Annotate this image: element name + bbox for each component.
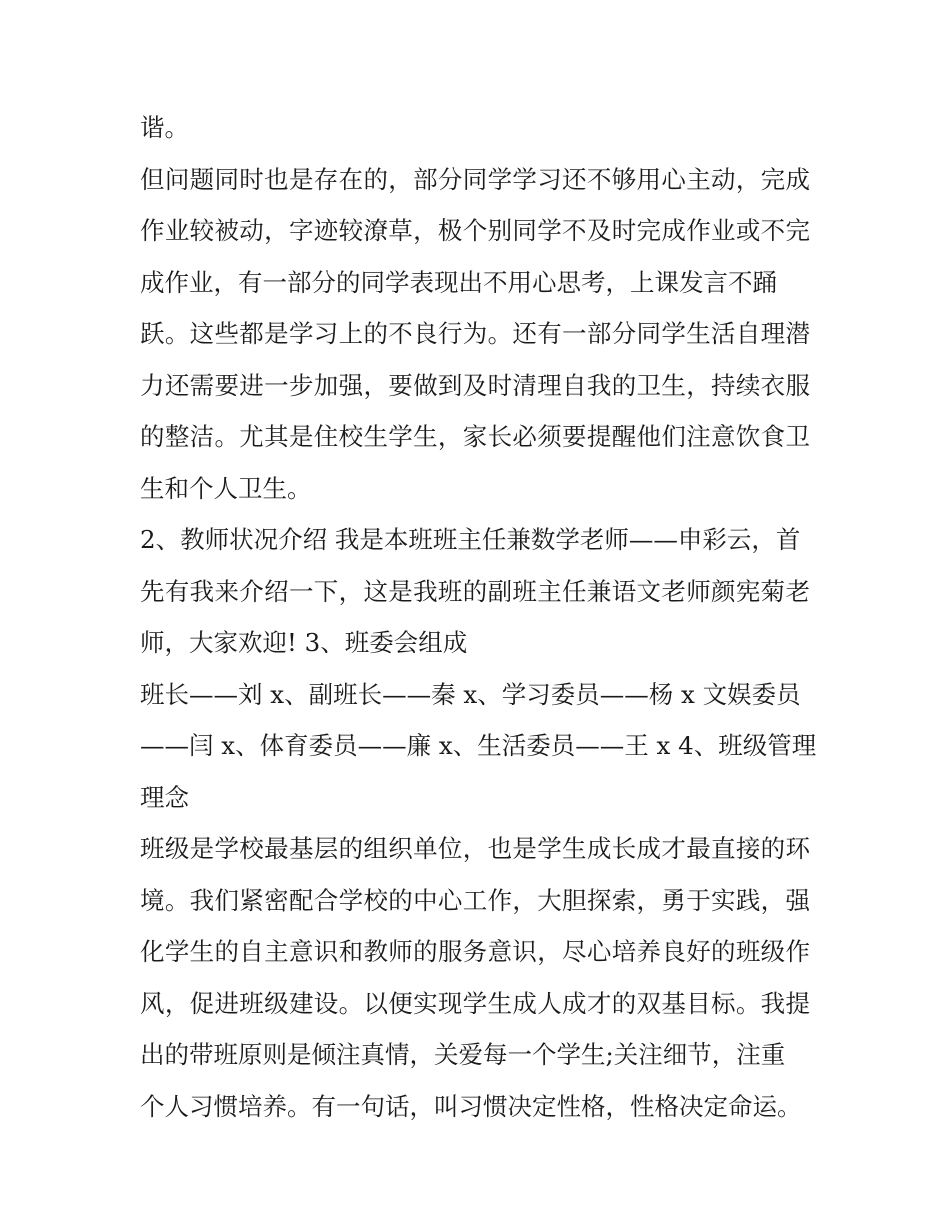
text-line: 个人习惯培养。有一句话，叫习惯决定性格，性格决定命运。 bbox=[140, 1091, 802, 1121]
text-line: 境。我们紧密配合学校的中心工作，大胆探索，勇于实践，强 bbox=[140, 885, 810, 915]
document-body bbox=[140, 102, 820, 1132]
text-line: ——闫 x、体育委员——廉 x、生活委员——王 x 4、班级管理 bbox=[140, 731, 817, 760]
text-line: 谐。 bbox=[140, 113, 189, 142]
text-line: 但问题同时也是存在的，部分同学学习还不够用心主动，完成 bbox=[140, 164, 810, 194]
text-line: 跃。这些都是学习上的不良行为。还有一部分同学生活自理潜 bbox=[140, 319, 810, 348]
text-line: 风，促进班级建设。以便实现学生成人成才的双基目标。我提 bbox=[140, 988, 810, 1018]
text-line: 出的带班原则是倾注真情，关爱每一个学生;关注细节，注重 bbox=[140, 1040, 786, 1069]
text-line: 理念 bbox=[140, 782, 189, 812]
text-line: 先有我来介绍一下，这是我班的副班主任兼语文老师颜宪菊老 bbox=[140, 576, 810, 606]
text-line: 师，大家欢迎! 3、班委会组成 bbox=[140, 628, 468, 657]
text-line: 作业较被动，字迹较潦草，极个别同学不及时完成作业或不完 bbox=[140, 216, 810, 245]
text-line: 班级是学校最基层的组织单位，也是学生成长成才最直接的环 bbox=[140, 834, 810, 863]
text-line: 2、教师状况介绍 我是本班班主任兼数学老师——申彩云，首 bbox=[140, 525, 801, 554]
text-line: 力还需要进一步加强，要做到及时清理自我的卫生，持续衣服 bbox=[140, 370, 810, 400]
text-line: 生和个人卫生。 bbox=[140, 473, 312, 503]
text-line: 成作业，有一部分的同学表现出不用心思考，上课发言不踊 bbox=[140, 267, 777, 297]
text-line: 的整洁。尤其是住校生学生，家长必须要提醒他们注意饮食卫 bbox=[140, 422, 810, 451]
text-line: 化学生的自主意识和教师的服务意识，尽心培养良好的班级作 bbox=[140, 937, 810, 966]
text-line: 班长——刘 x、副班长——秦 x、学习委员——杨 x 文娱委员 bbox=[140, 679, 801, 709]
